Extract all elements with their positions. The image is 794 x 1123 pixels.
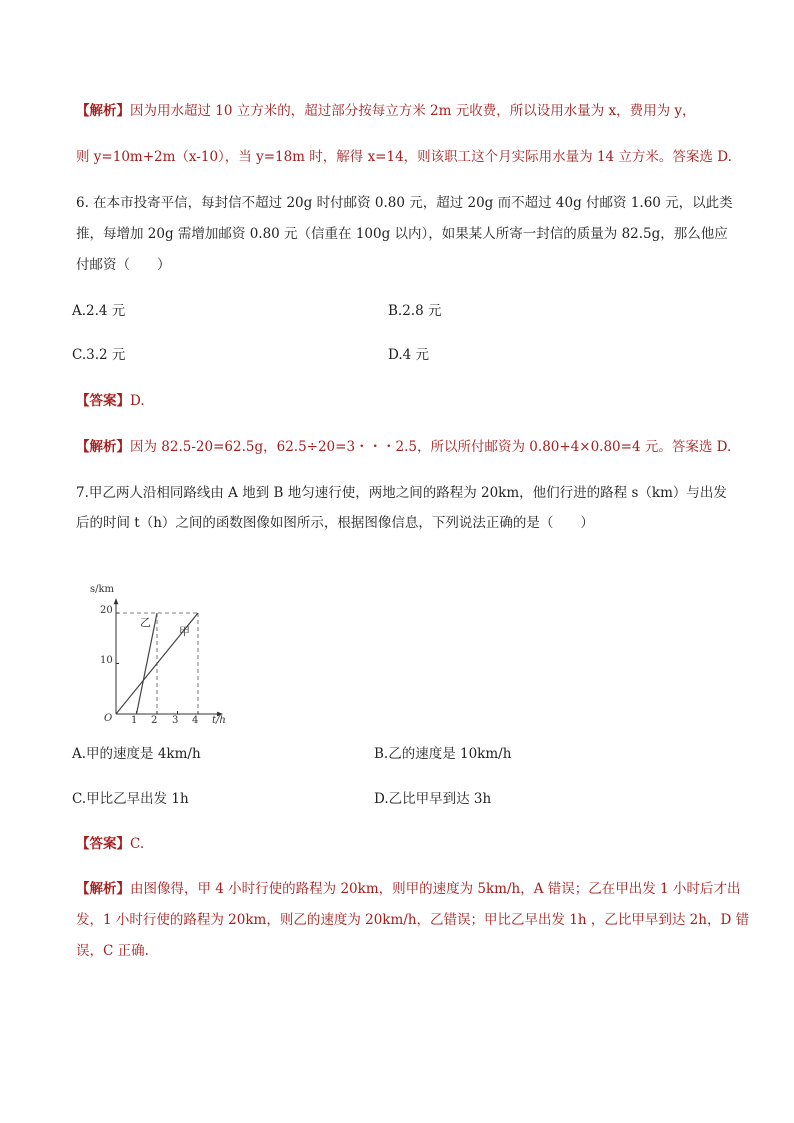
q6-option-b[interactable]: B.2.8 元 bbox=[388, 303, 442, 319]
q7-answer-line bbox=[76, 834, 734, 854]
q5-analysis-tag: 【解析】 bbox=[76, 103, 130, 119]
q7-stem-line-1: 7.甲乙两人沿相同路线由 A 地到 B 地匀速行使，两地之间的路程为 20km，他们行进的路程 s（km）与出发 bbox=[76, 485, 727, 501]
q7-stem-line-2: 后的时间 t（h）之间的函数图像如图所示，根据图像信息，下列说法正确的是（ ） bbox=[76, 515, 594, 531]
line-yi-label: 乙 bbox=[140, 616, 151, 629]
q6-stem-line-2: 推，每增加 20g 需增加邮资 0.80 元（信重在 100g 以内），如果某人所寄一封信的质量为 82.5g，那么他应 bbox=[76, 226, 728, 242]
q6-answer-tag: 【答案】 bbox=[76, 393, 130, 409]
q6-analysis-line bbox=[76, 437, 734, 457]
q6-stem-line-3: 付邮资（ ） bbox=[76, 257, 171, 273]
y-axis-label: s/km bbox=[90, 584, 115, 595]
q7-option-b[interactable]: B.乙的速度是 10km/h bbox=[374, 746, 512, 762]
q7-option-d[interactable]: D.乙比甲早到达 3h bbox=[374, 791, 492, 807]
q6-answer: D. bbox=[130, 393, 145, 409]
q6-option-a[interactable]: A.2.4 元 bbox=[72, 303, 126, 319]
q6-analysis-text: 因为 82.5-20=62.5g，62.5÷20=3・・・2.5，所以所付邮资为 0.80+4×0.80=4 元。答案选 D. bbox=[130, 439, 732, 455]
q7-analysis-text-1: 由图像得，甲 4 小时行使的路程为 20km，则甲的速度为 5km/h，A 错误；乙在甲出发 1 小时后才出 bbox=[130, 881, 741, 897]
q6-analysis-tag: 【解析】 bbox=[76, 439, 130, 455]
x-tick-3: 3 bbox=[172, 715, 179, 726]
y-tick-10: 10 bbox=[100, 655, 113, 666]
x-tick-2: 2 bbox=[151, 715, 158, 726]
q5-analysis-line-1 bbox=[76, 101, 734, 121]
q5-analysis-line-2: 则 y=10m+2m（x-10），当 y=18m 时，解得 x=14，则该职工这个月实际用水量为 14 立方米。答案选 D. bbox=[76, 149, 732, 165]
q6-option-d[interactable]: D.4 元 bbox=[388, 347, 430, 363]
q7-option-a[interactable]: A.甲的速度是 4km/h bbox=[72, 746, 201, 762]
x-axis-label: t/h bbox=[212, 715, 226, 726]
q7-analysis-line-3: 误，C 正确. bbox=[76, 943, 149, 959]
q7-analysis-line-2: 发，1 小时行使的路程为 20km，则乙的速度为 20km/h，乙错误；甲比乙早出发 1h ，乙比甲早到达 2h，D 错 bbox=[76, 912, 750, 928]
q7-analysis-tag: 【解析】 bbox=[76, 881, 130, 897]
q7-answer: C. bbox=[130, 836, 145, 852]
q7-option-c[interactable]: C.甲比乙早出发 1h bbox=[72, 791, 189, 807]
y-tick-20: 20 bbox=[100, 605, 113, 616]
x-tick-1: 1 bbox=[131, 715, 138, 726]
q7-analysis-line-1 bbox=[76, 879, 741, 899]
line-jia-label: 甲 bbox=[179, 625, 190, 638]
q5-analysis-text-1: 因为用水超过 10 立方米的，超过部分按每立方米 2m 元收费，所以设用水量为 x，费用为 y， bbox=[130, 103, 696, 119]
q7-function-graph bbox=[80, 575, 240, 735]
q6-answer-line bbox=[76, 391, 734, 411]
q6-stem-line-1: 6. 在本市投寄平信，每封信不超过 20g 时付邮资 0.80 元，超过 20g 而不超过 40g 付邮资 1.60 元，以此类 bbox=[76, 195, 733, 211]
q7-answer-tag: 【答案】 bbox=[76, 836, 130, 852]
x-tick-4: 4 bbox=[192, 715, 199, 726]
q6-option-c[interactable]: C.3.2 元 bbox=[72, 347, 126, 363]
origin-label: O bbox=[104, 713, 113, 724]
